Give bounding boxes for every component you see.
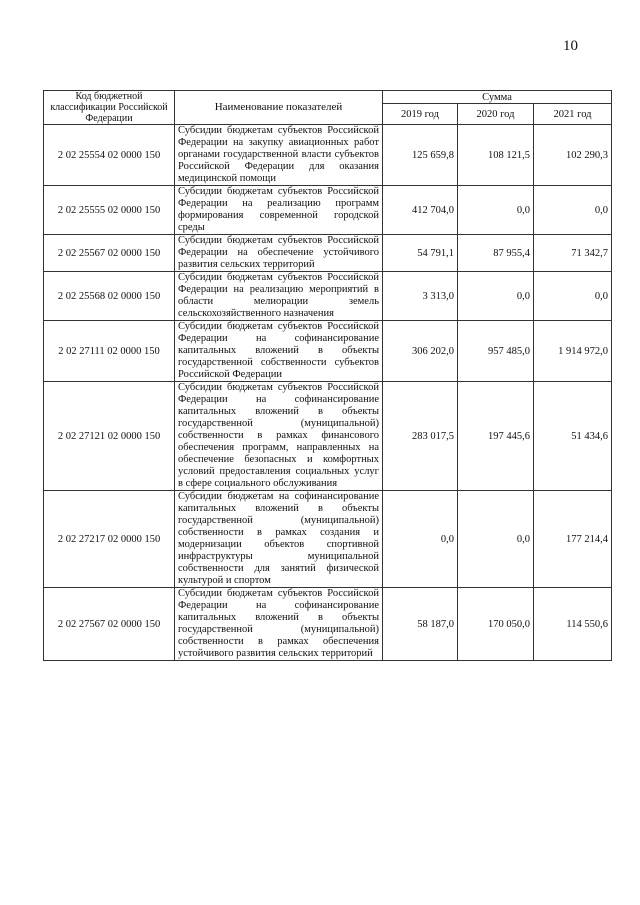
row-value-2019: 0,0 xyxy=(383,491,458,588)
budget-table xyxy=(43,90,612,661)
table-row xyxy=(44,272,612,321)
table-row xyxy=(44,382,612,491)
row-value-2020: 0,0 xyxy=(458,491,534,588)
row-name: Субсидии бюджетам субъектов Российской Федерации на реализацию программ формирования современной городской среды xyxy=(175,186,383,235)
table-row xyxy=(44,588,612,661)
table-row xyxy=(44,186,612,235)
row-code: 2 02 27217 02 0000 150 xyxy=(44,491,175,588)
row-value-2020: 170 050,0 xyxy=(458,588,534,661)
row-code: 2 02 25568 02 0000 150 xyxy=(44,272,175,321)
row-value-2020: 108 121,5 xyxy=(458,125,534,186)
row-value-2021: 177 214,4 xyxy=(534,491,612,588)
row-value-2019: 306 202,0 xyxy=(383,321,458,382)
header-sum: Сумма xyxy=(383,91,612,104)
row-name: Субсидии бюджетам на софинансирование капитальных вложений в объекты государственной (муниципальной) собственности в рамках создания и модернизации объектов спортивной инфраструктуры муниципальной собственности для занятий физической культурой и спортом xyxy=(175,491,383,588)
row-value-2019: 412 704,0 xyxy=(383,186,458,235)
row-value-2021: 1 914 972,0 xyxy=(534,321,612,382)
row-value-2020: 197 445,6 xyxy=(458,382,534,491)
header-year-2021: 2021 год xyxy=(534,104,612,125)
header-year-2019: 2019 год xyxy=(383,104,458,125)
row-name: Субсидии бюджетам субъектов Российской Федерации на софинансирование капитальных вложений в объекты государственной собственности субъектов Российской Федерации xyxy=(175,321,383,382)
header-year-2020: 2020 год xyxy=(458,104,534,125)
row-code: 2 02 27121 02 0000 150 xyxy=(44,382,175,491)
header-row-1 xyxy=(44,91,612,104)
row-value-2021: 51 434,6 xyxy=(534,382,612,491)
row-name: Субсидии бюджетам субъектов Российской Федерации на реализацию мероприятий в области мелиорации земель сельскохозяйственного назначения xyxy=(175,272,383,321)
row-name: Субсидии бюджетам субъектов Российской Федерации на закупку авиационных работ органами государственной власти субъектов Российской Федерации для оказания медицинской помощи xyxy=(175,125,383,186)
row-value-2021: 114 550,6 xyxy=(534,588,612,661)
table-row xyxy=(44,125,612,186)
row-value-2021: 0,0 xyxy=(534,186,612,235)
row-value-2019: 3 313,0 xyxy=(383,272,458,321)
row-code: 2 02 27567 02 0000 150 xyxy=(44,588,175,661)
page-number: 10 xyxy=(563,38,578,54)
row-code: 2 02 25555 02 0000 150 xyxy=(44,186,175,235)
row-value-2021: 71 342,7 xyxy=(534,235,612,272)
row-value-2021: 102 290,3 xyxy=(534,125,612,186)
row-name: Субсидии бюджетам субъектов Российской Федерации на софинансирование капитальных вложений в объекты государственной (муниципальной) собственности в рамках финансового обеспечения программ, направленных на обеспечение безопасных и комфортных условий предоставления социальных услуг в сфере социального обслуживания xyxy=(175,382,383,491)
header-name: Наименование показателей xyxy=(175,91,383,125)
row-value-2019: 58 187,0 xyxy=(383,588,458,661)
row-name: Субсидии бюджетам субъектов Российской Федерации на обеспечение устойчивого развития сельских территорий xyxy=(175,235,383,272)
row-value-2021: 0,0 xyxy=(534,272,612,321)
table-row xyxy=(44,491,612,588)
row-value-2020: 0,0 xyxy=(458,272,534,321)
table-body xyxy=(44,125,612,661)
row-value-2020: 957 485,0 xyxy=(458,321,534,382)
table-row xyxy=(44,235,612,272)
row-value-2020: 87 955,4 xyxy=(458,235,534,272)
table-row xyxy=(44,321,612,382)
header-code: Код бюджетной классификации Российской Федерации xyxy=(44,91,175,125)
row-name: Субсидии бюджетам субъектов Российской Федерации на софинансирование капитальных вложений в объекты государственной (муниципальной) собственности в рамках обеспечения устойчивого развития сельских территорий xyxy=(175,588,383,661)
row-code: 2 02 25554 02 0000 150 xyxy=(44,125,175,186)
row-value-2019: 283 017,5 xyxy=(383,382,458,491)
row-code: 2 02 27111 02 0000 150 xyxy=(44,321,175,382)
row-value-2019: 125 659,8 xyxy=(383,125,458,186)
row-value-2019: 54 791,1 xyxy=(383,235,458,272)
row-value-2020: 0,0 xyxy=(458,186,534,235)
row-code: 2 02 25567 02 0000 150 xyxy=(44,235,175,272)
